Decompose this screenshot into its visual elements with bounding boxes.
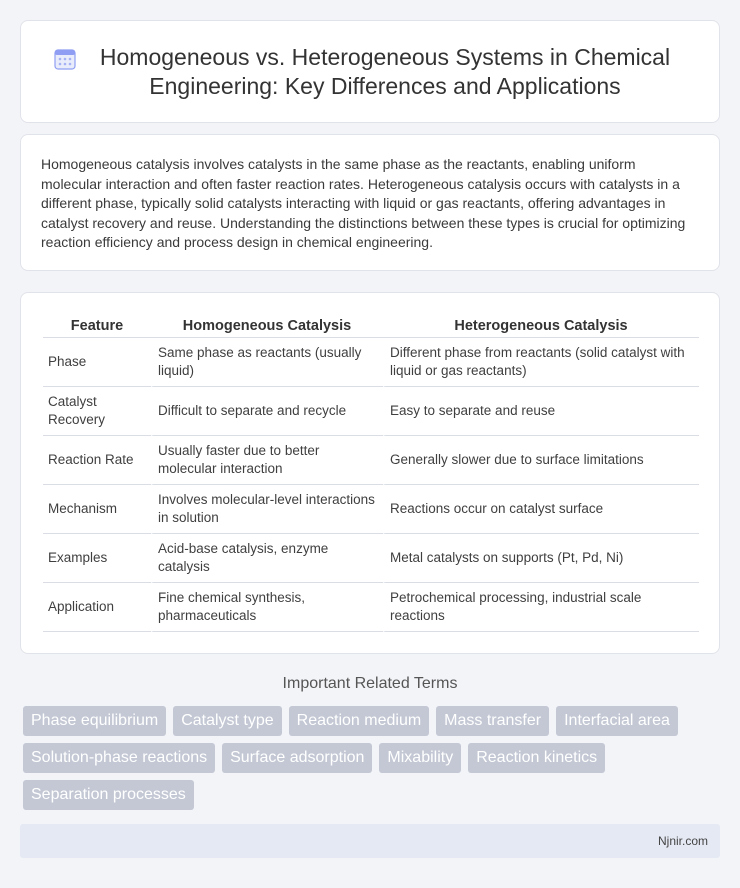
row-heterogeneous: Petrochemical processing, industrial scale reactions [383, 583, 699, 632]
table-row [43, 485, 699, 534]
row-heterogeneous: Reactions occur on catalyst surface [383, 485, 699, 534]
table-header-row [43, 315, 699, 338]
term-tag[interactable]: Solution-phase reactions [23, 743, 215, 773]
comparison-table [43, 315, 699, 632]
related-terms-heading: Important Related Terms [282, 675, 458, 692]
table-row [43, 436, 699, 485]
header-feature: Feature [43, 315, 151, 338]
term-tag[interactable]: Separation processes [23, 780, 194, 810]
intro-card [20, 134, 720, 271]
row-homogeneous: Fine chemical synthesis, pharmaceuticals [151, 583, 383, 632]
row-homogeneous: Acid-base catalysis, enzyme catalysis [151, 534, 383, 583]
term-tag[interactable]: Phase equilibrium [23, 706, 166, 736]
term-tag[interactable]: Catalyst type [173, 706, 281, 736]
footer-source[interactable]: Njnir.com [657, 834, 708, 848]
term-tag[interactable]: Surface adsorption [222, 743, 372, 773]
table-row [43, 534, 699, 583]
header-homogeneous: Homogeneous Catalysis [151, 315, 383, 338]
row-homogeneous: Involves molecular-level interactions in solution [151, 485, 383, 534]
intro-paragraph: Homogeneous catalysis involves catalysts in the same phase as the reactants, enabling uniform molecular interaction and often faster reaction rates. Heterogeneous catalysis occurs with catalysts in a different phase, typically solid catalysts interacting with liquid or gas reactants, offering advantages in catalyst recovery and reuse. Understanding the distinctions between these types is crucial for optimizing reaction efficiency and process design in chemical engineering. [41, 156, 686, 250]
row-feature: Reaction Rate [43, 436, 151, 485]
page-title: Homogeneous vs. Heterogeneous Systems in Chemical Engineering: Key Differences and Applications [99, 43, 671, 99]
row-heterogeneous: Different phase from reactants (solid catalyst with liquid or gas reactants) [383, 338, 699, 387]
related-terms-list [23, 706, 723, 810]
row-homogeneous: Same phase as reactants (usually liquid) [151, 338, 383, 387]
table-row [43, 338, 699, 387]
table-row [43, 583, 699, 632]
row-heterogeneous: Metal catalysts on supports (Pt, Pd, Ni) [383, 534, 699, 583]
row-feature: Phase [43, 338, 151, 387]
term-tag[interactable]: Reaction medium [289, 706, 430, 736]
row-homogeneous: Usually faster due to better molecular interaction [151, 436, 383, 485]
row-heterogeneous: Generally slower due to surface limitations [383, 436, 699, 485]
header-heterogeneous: Heterogeneous Catalysis [383, 315, 699, 338]
term-tag[interactable]: Mass transfer [436, 706, 549, 736]
row-feature: Application [43, 583, 151, 632]
row-feature: Catalyst Recovery [43, 387, 151, 436]
table-row [43, 387, 699, 436]
footer [20, 824, 720, 858]
row-feature: Mechanism [43, 485, 151, 534]
title-card [20, 20, 720, 123]
term-tag[interactable]: Mixability [379, 743, 461, 773]
row-homogeneous: Difficult to separate and recycle [151, 387, 383, 436]
term-tag[interactable]: Reaction kinetics [468, 743, 605, 773]
term-tag[interactable]: Interfacial area [556, 706, 678, 736]
comparison-table-card [20, 292, 720, 654]
row-heterogeneous: Easy to separate and reuse [383, 387, 699, 436]
row-feature: Examples [43, 534, 151, 583]
